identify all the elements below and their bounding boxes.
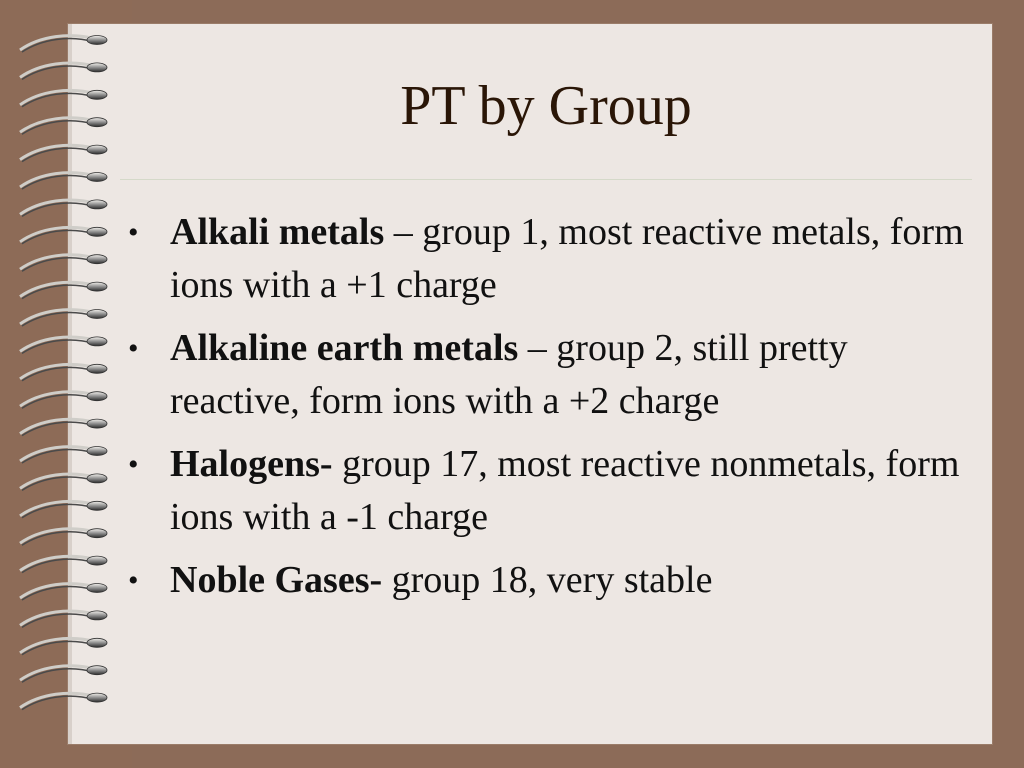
binding-coil [20, 36, 107, 53]
bullet-dot: • [128, 448, 139, 481]
bullet-term: Noble Gases- [170, 559, 383, 601]
bullet-term: Alkali metals [170, 211, 385, 253]
binding-coil [20, 145, 107, 162]
bullet-text: group 17, most reactive nonmetals, form ions with a -1 charge [170, 443, 960, 538]
binding-coil [20, 310, 107, 327]
binding-coil [20, 474, 107, 491]
bullet-dot: • [128, 216, 139, 249]
binding-coil [20, 364, 107, 381]
binding-coil [20, 63, 107, 80]
bullet-text: – group 2, still pretty reactive, form ions with a +2 charge [170, 327, 848, 422]
bullet-dot: • [128, 332, 139, 365]
slide-title: PT by Group [400, 75, 692, 137]
binding-coil [20, 200, 107, 217]
bullet-item-noble-gases [128, 554, 968, 607]
binding-coil [20, 638, 107, 655]
bullet-item-alkaline-earth-metals [128, 322, 968, 428]
binding-coil [20, 556, 107, 573]
binding-coil [20, 447, 107, 464]
binding-coil [20, 666, 107, 683]
binding-coil [20, 282, 107, 299]
binding-coil [20, 173, 107, 190]
binding-coil [20, 227, 107, 244]
binding-coil [20, 255, 107, 272]
bullet-text: – group 1, most reactive metals, form ions with a +1 charge [170, 211, 964, 306]
binding-coil [20, 419, 107, 436]
binding-coil [20, 693, 107, 710]
title-divider [120, 179, 972, 180]
binding-coil [20, 501, 107, 518]
binding-coil [20, 337, 107, 354]
binding-coil [20, 392, 107, 409]
bullet-dot: • [128, 564, 139, 597]
bullet-list [128, 206, 968, 617]
bullet-item-alkali-metals [128, 206, 968, 312]
bullet-text: group 18, very stable [382, 559, 713, 601]
bullet-term: Halogens- [170, 443, 333, 485]
binding-coil [20, 584, 107, 601]
bullet-term: Alkaline earth metals [170, 327, 519, 369]
binding-coil [20, 529, 107, 546]
bullet-item-halogens [128, 438, 968, 544]
binding-coil [20, 611, 107, 628]
